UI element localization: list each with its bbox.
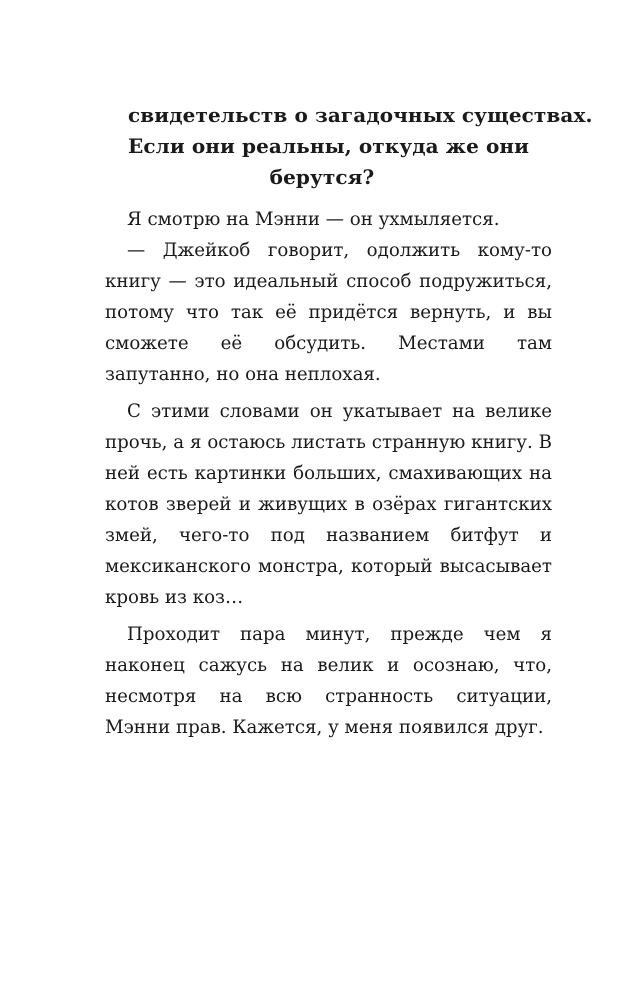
paragraph-3: С этими словами он укатывает на велике прочь, а я остаюсь листать странную книгу. В ней есть картинки больших, смахивающих на котов зверей и живущих в озёрах гигантских змей, чего-то под названием битфут и мексиканского монстра, который высасывает кровь из коз… [105, 401, 552, 608]
heading-line-3: берутся? [269, 165, 375, 189]
paragraph-2: — Джейкоб говорит, одолжить кому-то книгу — это идеальный способ подружиться, потому что так её придётся вернуть, и вы сможете её обсудить. Местами там запутанно, но она неплохая. [105, 240, 552, 385]
heading-line-2: Если они реальны, откуда же они [128, 134, 530, 158]
chapter-heading [128, 100, 593, 193]
paragraph-1: Я смотрю на Мэнни — он ухмыляется. [127, 209, 500, 230]
body-text [105, 204, 552, 743]
paragraph-4: Проходит пара минут, прежде чем я наконец сажусь на велик и осознаю, что, несмотря на всю странность ситуации, Мэнни прав. Кажется, у меня появился друг. [105, 624, 552, 738]
heading-line-1: свидетельств о загадочных существах. [128, 103, 593, 127]
